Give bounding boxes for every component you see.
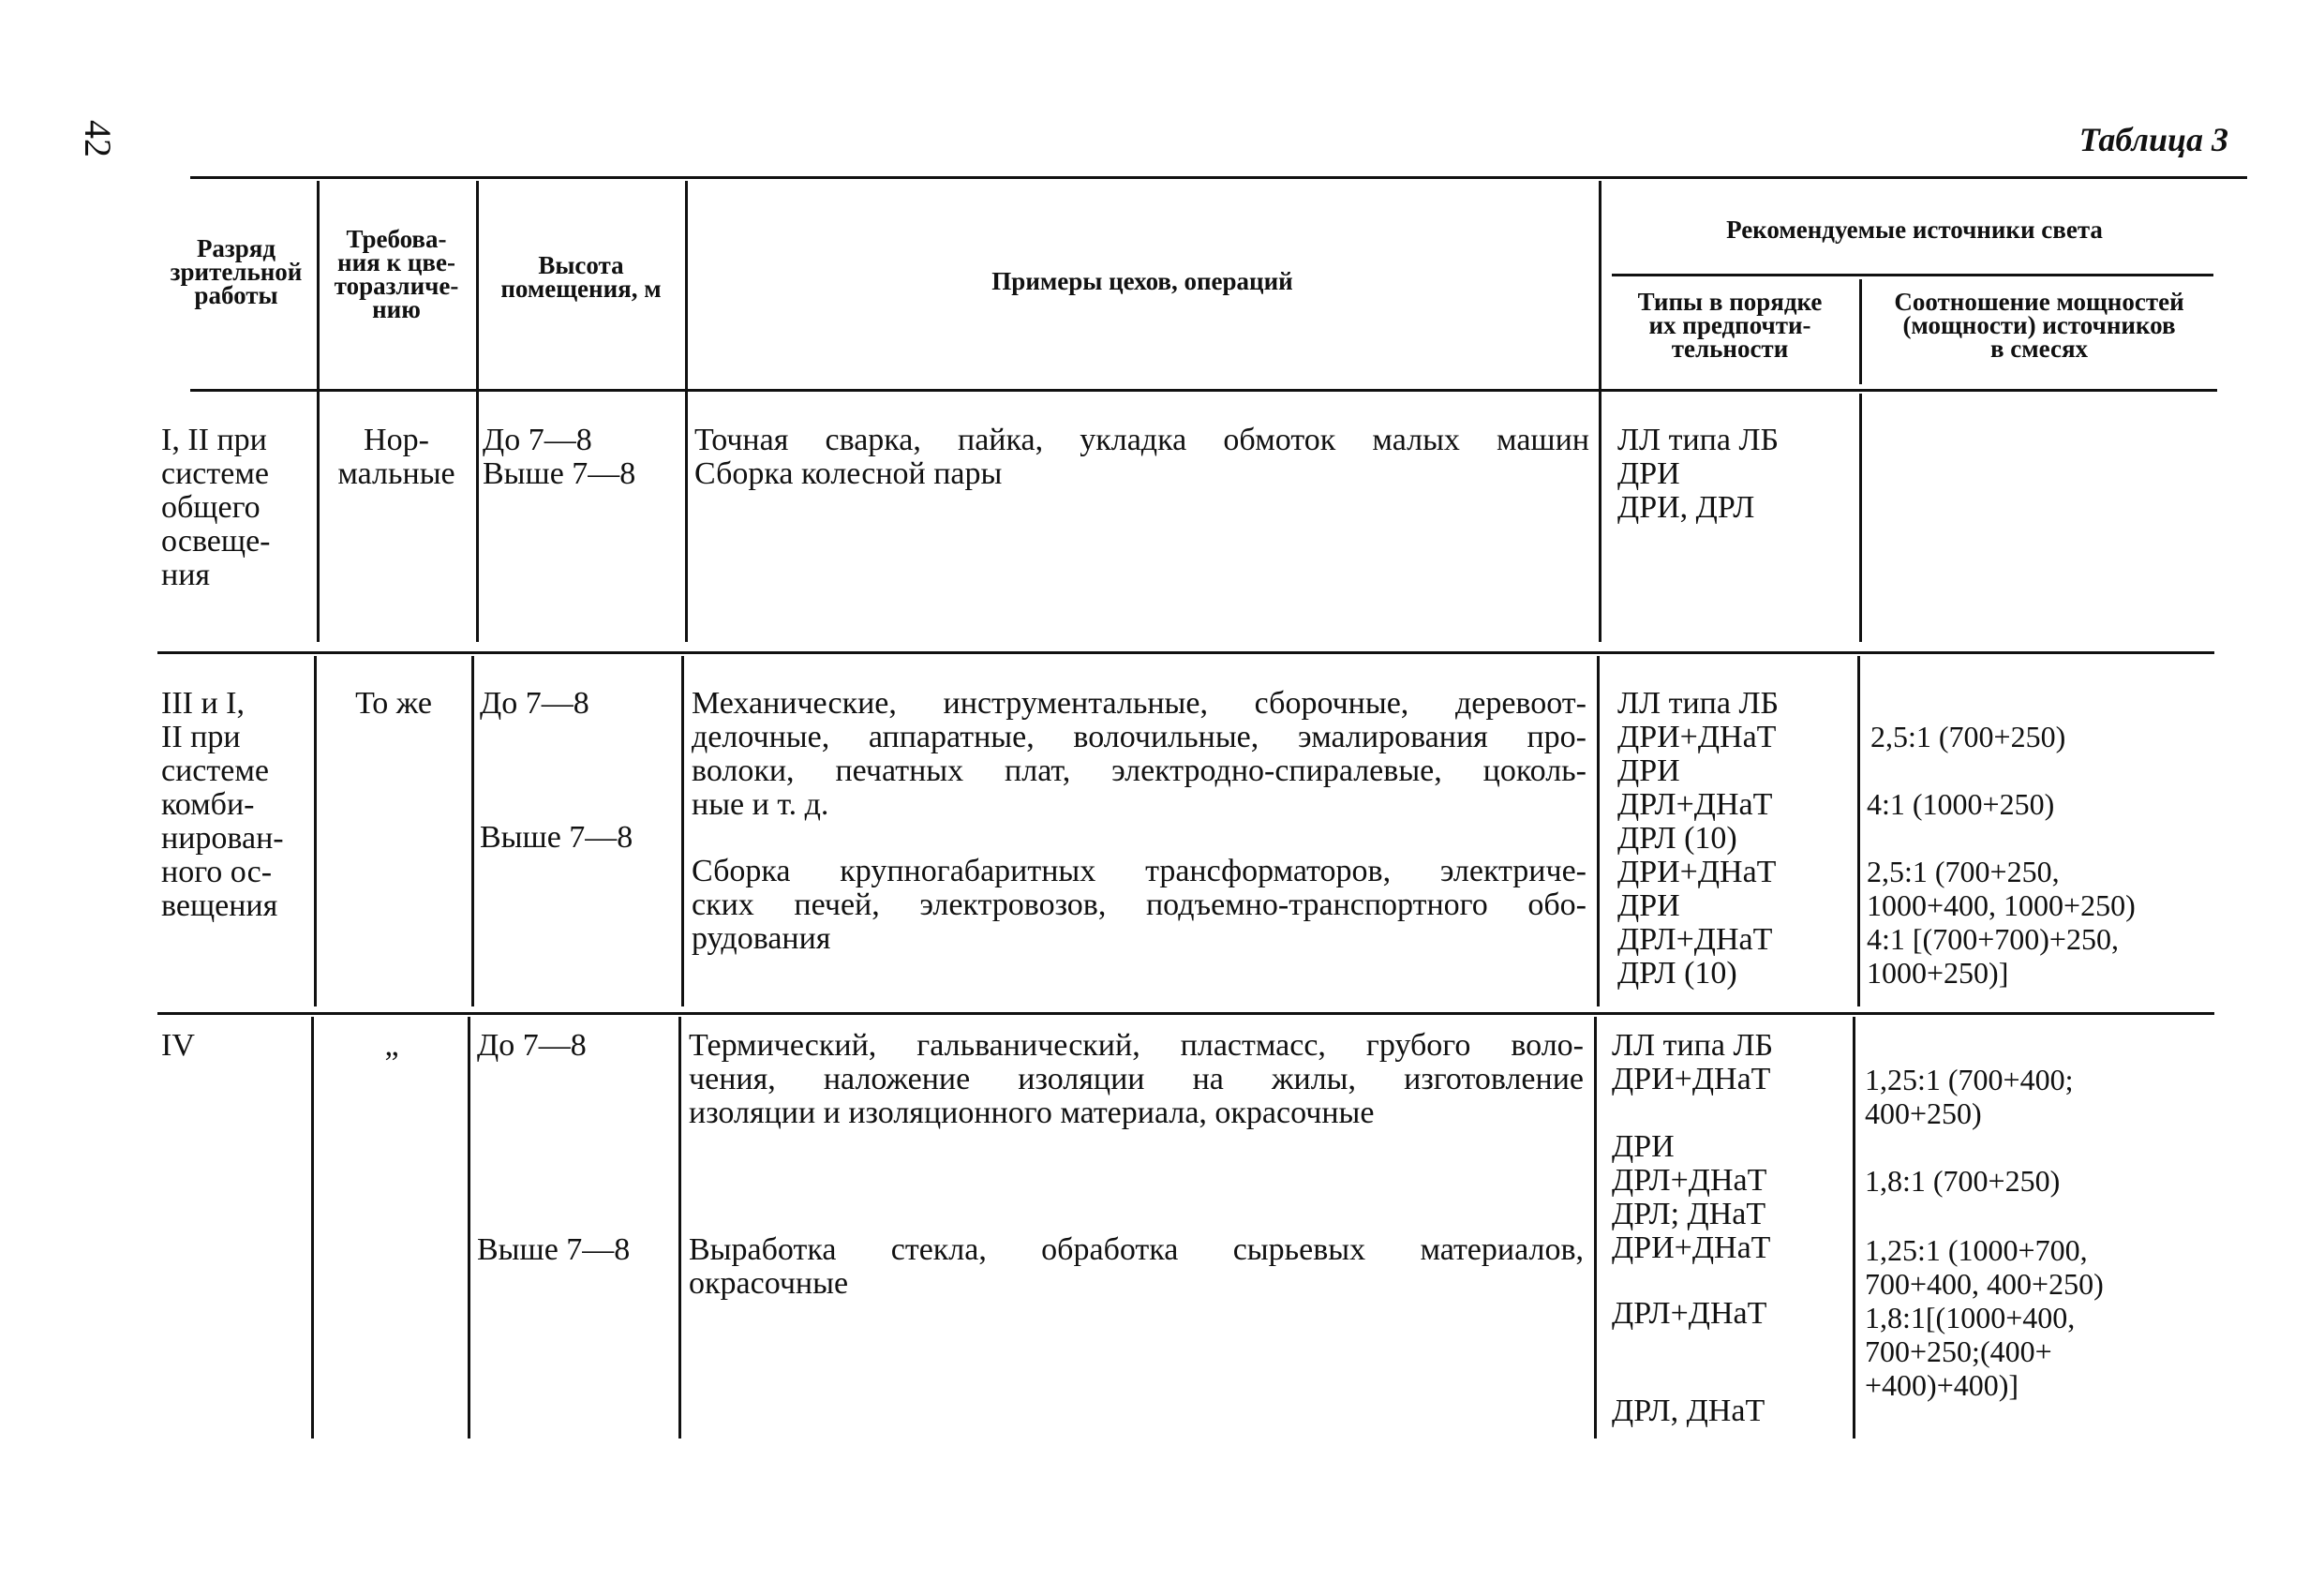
group-rule bbox=[1612, 274, 2213, 276]
col-divider bbox=[1599, 181, 1601, 642]
header-col-color: Требова- ния к цве- торазличе- нию bbox=[334, 225, 459, 323]
row-color-req: Нор- мальные bbox=[337, 423, 455, 491]
row2-bottom-rule bbox=[157, 1012, 2214, 1015]
row-ratio: 1,25:1 (1000+700, 700+400, 400+250) 1,8:1[(1000+400, 700+250;(400+ +400)+400)] bbox=[1865, 1233, 2104, 1402]
row-category: IV bbox=[161, 1028, 195, 1063]
row-examples-low: Термический, гальванический, пластмасс, грубого воло- чения, наложение изоляции на жилы, изготовление изоляции и изоляционного материала, окрасочные bbox=[689, 1028, 1584, 1130]
row-examples-low: Механические, инструментальные, сборочные, деревоот- делочные, аппаратные, волочильные, эмалирования про- волоки, печатных плат, электродно-спиралевые, цоколь- ные и т. д. bbox=[692, 686, 1587, 822]
row-sources: ЛЛ типа ЛБ ДРИ ДРИ, ДРЛ bbox=[1617, 423, 1780, 525]
col-divider bbox=[678, 1017, 681, 1438]
col-divider bbox=[685, 181, 688, 642]
row-height-low: До 7—8 bbox=[480, 686, 589, 721]
col-divider bbox=[1853, 1017, 1855, 1438]
row-color-req: „ bbox=[384, 1028, 399, 1063]
col-divider bbox=[1594, 1017, 1597, 1438]
row-category: III и I, II при системе комби- нирован- ного ос- вещения bbox=[161, 686, 284, 923]
header-bottom-rule bbox=[190, 389, 2217, 392]
col-divider bbox=[1859, 394, 1862, 642]
row-examples: Точная сварка, пайка, укладка обмоток малых машин Сборка колесной пары bbox=[694, 423, 1589, 491]
header-group-sources: Рекомендуемые источники света bbox=[1726, 216, 2103, 244]
row-height-low: До 7—8 bbox=[477, 1028, 587, 1063]
row-examples-high: Выработка стекла, обработка сырьевых материалов, окрасочные bbox=[689, 1232, 1584, 1301]
col-divider bbox=[311, 1017, 314, 1438]
row-height-high: Выше 7—8 bbox=[480, 820, 633, 855]
row-sources: ЛЛ типа ЛБ ДРИ+ДНаТ bbox=[1612, 1028, 1774, 1096]
row-sources: ДРЛ+ДНаТ bbox=[1612, 1296, 1767, 1331]
row-ratio: 4:1 (1000+250) bbox=[1867, 787, 2055, 821]
col-divider bbox=[1857, 656, 1860, 1006]
row1-bottom-rule bbox=[157, 651, 2214, 654]
row-color-req: То же bbox=[355, 686, 432, 721]
col-divider bbox=[471, 656, 474, 1006]
row-sources: ДРИ ДРЛ+ДНаТ ДРЛ; ДНаТ ДРИ+ДНаТ bbox=[1612, 1129, 1771, 1265]
header-col-types: Типы в порядке их предпочти- тельности bbox=[1637, 288, 1823, 363]
page-number: 42 bbox=[77, 120, 119, 157]
row-ratio: 1,8:1 (700+250) bbox=[1865, 1164, 2061, 1198]
row-ratio: 2,5:1 (700+250) bbox=[1870, 720, 2066, 753]
row-sources: ДРЛ, ДНаТ bbox=[1612, 1394, 1765, 1428]
col-divider bbox=[1597, 656, 1600, 1006]
row-sources: ЛЛ типа ЛБ ДРИ+ДНаТ ДРИ ДРЛ+ДНаТ ДРЛ (10) ДРИ+ДНаТ ДРИ ДРЛ+ДНаТ ДРЛ (10) bbox=[1617, 686, 1780, 991]
col-divider bbox=[468, 1017, 470, 1438]
header-col-ratios: Соотношение мощностей (мощности) источников в смесях bbox=[1894, 288, 2184, 363]
header-col-examples: Примеры цехов, операций bbox=[991, 267, 1293, 295]
row-examples-high: Сборка крупногабаритных трансформаторов, электриче- ских печей, электровозов, подъемно-транспортного обо- рудования bbox=[692, 854, 1587, 956]
col-divider bbox=[476, 181, 479, 642]
row-ratio: 1,25:1 (700+400; 400+250) bbox=[1865, 1063, 2074, 1130]
row-height: До 7—8 Выше 7—8 bbox=[483, 423, 636, 491]
row-ratio: 2,5:1 (700+250, 1000+400, 1000+250) 4:1 [(700+700)+250, 1000+250)] bbox=[1867, 855, 2136, 990]
header-col-category: Разряд зрительной работы bbox=[170, 234, 303, 309]
top-rule bbox=[190, 176, 2247, 179]
row-height-high: Выше 7—8 bbox=[477, 1232, 631, 1267]
row-category: I, II при системе общего освеще- ния bbox=[161, 423, 271, 592]
header-col-height: Высота помещения, м bbox=[500, 251, 662, 303]
col-divider bbox=[681, 656, 684, 1006]
table-caption: Таблица 3 bbox=[2078, 121, 2228, 158]
